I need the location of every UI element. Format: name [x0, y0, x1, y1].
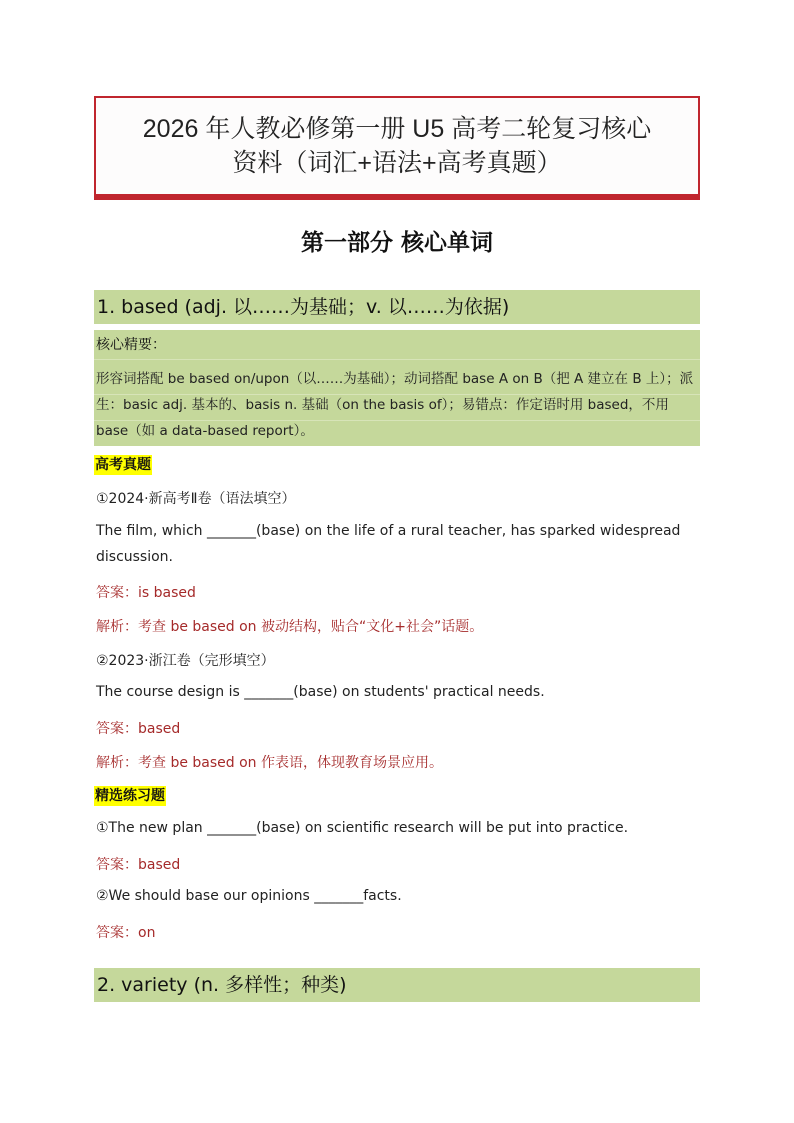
exam2-source: ②2023·浙江卷（完形填空） — [96, 653, 275, 669]
exam2-answer: 答案：based — [96, 721, 181, 737]
core-summary-text: 形容词搭配 be based on/upon（以……为基础）；动词搭配 base A on B（把 A 建立在 B 上）；派生：basic adj. 基本的、basis n. 基础（on the basis of）；易错点：作定语时用 based，不用 base（如 a data-based report）。 — [96, 371, 694, 439]
entry-heading-bar — [94, 968, 700, 1002]
practice2-question: ②We should base our opinions _______facts. — [96, 888, 402, 904]
core-summary-label: 核心精要： — [96, 337, 166, 353]
exam1-source: ①2024·新高考Ⅱ卷（语法填空） — [96, 491, 296, 507]
entry-heading-bar — [94, 290, 700, 324]
exam-questions-tag: 高考真题 — [95, 457, 151, 473]
exam1-question: The film, which _______(base) on the life of a rural teacher, has sparked widespread discussion. — [96, 523, 681, 565]
title-line-2: 资料（词汇+语法+高考真题） — [232, 149, 562, 177]
core-summary-box — [94, 330, 700, 446]
practice-tag: 精选练习题 — [95, 788, 165, 804]
entry-heading-based: 1. based (adj. 以……为基础；v. 以……为依据) — [97, 296, 510, 318]
part-title: 第一部分 核心单词 — [300, 230, 493, 256]
entry-heading-variety: 2. variety (n. 多样性；种类) — [97, 974, 347, 996]
exam2-question: The course design is _______(base) on students' practical needs. — [96, 684, 545, 700]
exam1-answer: 答案：is based — [96, 585, 196, 601]
practice2-answer: 答案：on — [96, 925, 156, 941]
exam1-analysis: 解析：考查 be based on 被动结构，贴合“文化+社会”话题。 — [96, 619, 484, 635]
title-line-1: 2026 年人教必修第一册 U5 高考二轮复习核心 — [142, 115, 652, 143]
document-title-box — [94, 96, 700, 200]
practice1-question: ①The new plan _______(base) on scientific research will be put into practice. — [96, 820, 629, 836]
document-title — [96, 98, 698, 180]
practice1-answer: 答案：based — [96, 857, 181, 873]
divider — [94, 359, 700, 360]
exam2-analysis: 解析：考查 be based on 作表语，体现教育场景应用。 — [96, 755, 443, 771]
